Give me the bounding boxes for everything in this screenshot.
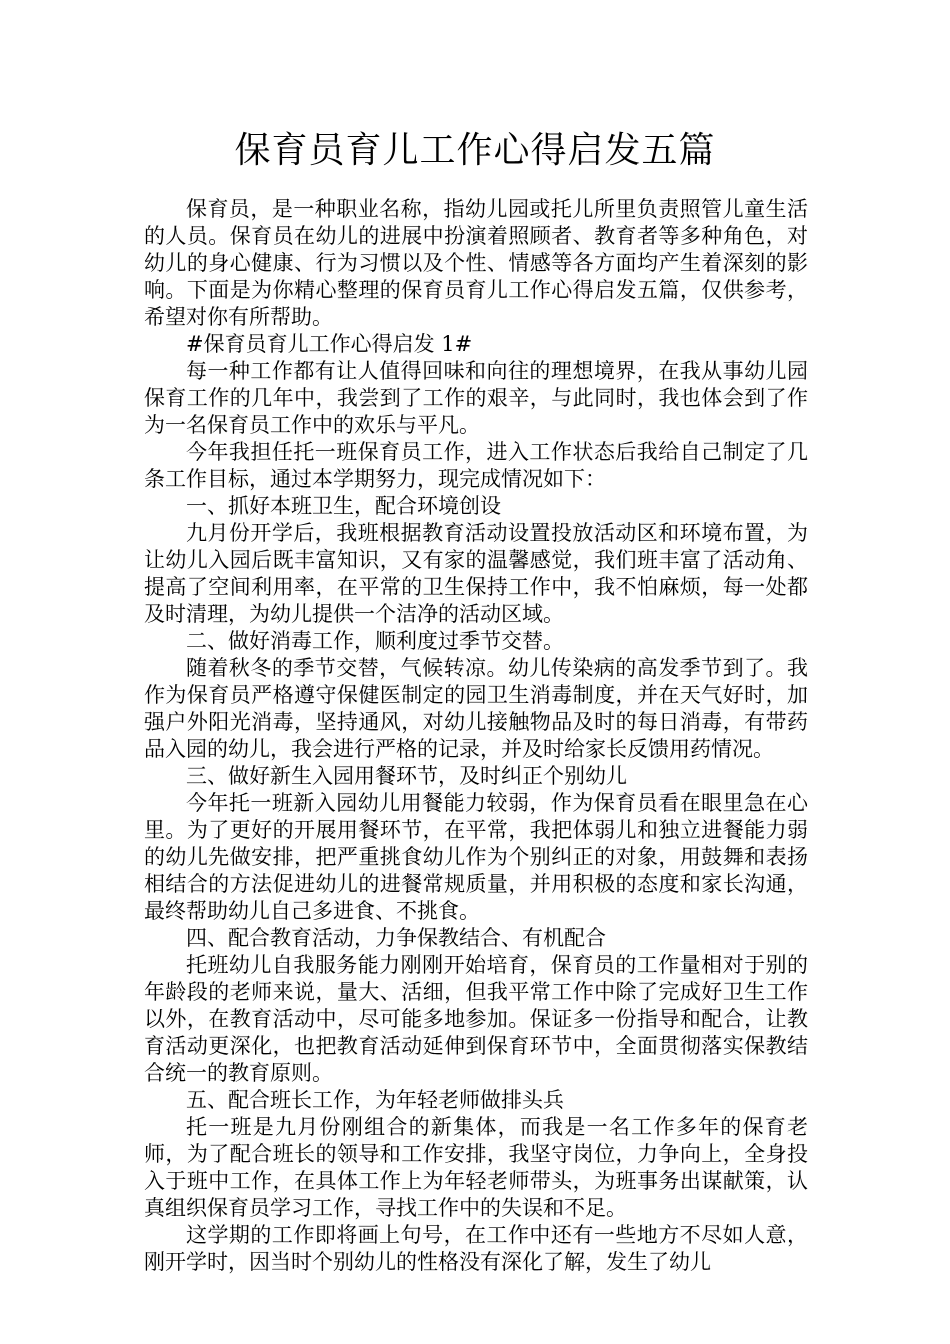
body-paragraph: 今年我担任托一班保育员工作，进入工作状态后我给自己制定了几条工作目标，通过本学期努力，现完成情况如下：	[144, 440, 808, 491]
body-paragraph: 九月份开学后，我班根据教育活动设置投放活动区和环境布置，为让幼儿入园后既丰富知识，又有家的温馨感觉，我们班丰富了活动角、提高了空间利用率，在平常的卫生保持工作中，我不怕麻烦，每一处都及时清理，为幼儿提供一个洁净的活动区域。	[144, 521, 808, 626]
body-paragraph: 托班幼儿自我服务能力刚刚开始培育，保育员的工作量相对于别的年龄段的老师来说，量大、活细，但我平常工作中除了完成好卫生工作以外，在教育活动中，尽可能多地参加。保证多一份指导和配合，让教育活动更深化，也把教育活动延伸到保育环节中，全面贯彻落实保教结合统一的教育原则。	[144, 953, 808, 1085]
subheading: 四、配合教育活动，力争保教结合、有机配合	[186, 926, 606, 950]
document-title: 保育员育儿工作心得启发五篇	[234, 130, 716, 171]
subheading: 五、配合班长工作，为年轻老师做排头兵	[186, 1088, 564, 1112]
section-heading: #保育员育儿工作心得启发 1#	[186, 332, 473, 356]
document-body	[144, 196, 808, 1276]
body-paragraph: 这学期的工作即将画上句号，在工作中还有一些地方不尽如人意，刚开学时，因当时个别幼儿的性格没有深化了解，发生了幼儿	[144, 1223, 808, 1274]
body-paragraph: 今年托一班新入园幼儿用餐能力较弱，作为保育员看在眼里急在心里。为了更好的开展用餐环节，在平常，我把体弱儿和独立进餐能力弱的幼儿先做安排，把严重挑食幼儿作为个别纠正的对象，用鼓舞和表扬相结合的方法促进幼儿的进餐常规质量，并用积极的态度和家长沟通，最终帮助幼儿自己多进食、不挑食。	[144, 791, 808, 923]
body-paragraph: 托一班是九月份刚组合的新集体，而我是一名工作多年的保育老师，为了配合班长的领导和工作安排，我坚守岗位，力争向上，全身投入于班中工作，在具体工作上为年轻老师带头，为班事务出谋献策，认真组织保育员学习工作，寻找工作中的失误和不足。	[144, 1115, 808, 1220]
body-paragraph: 每一种工作都有让人值得回味和向往的理想境界，在我从事幼儿园保育工作的几年中，我尝到了工作的艰辛，与此同时，我也体会到了作为一名保育员工作中的欢乐与平凡。	[144, 359, 808, 437]
subheading: 一、抓好本班卫生，配合环境创设	[186, 494, 501, 518]
body-paragraph: 随着秋冬的季节交替，气候转凉。幼儿传染病的高发季节到了。我作为保育员严格遵守保健医制定的园卫生消毒制度，并在天气好时，加强户外阳光消毒，坚持通风，对幼儿接触物品及时的每日消毒，有带药品入园的幼儿，我会进行严格的记录，并及时给家长反馈用药情况。	[144, 656, 808, 761]
intro-paragraph: 保育员，是一种职业名称，指幼儿园或托儿所里负责照管儿童生活的人员。保育员在幼儿的进展中扮演着照顾者、教育者等多种角色，对幼儿的身心健康、行为习惯以及个性、情感等各方面均产生着深刻的影响。下面是为你精心整理的保育员育儿工作心得启发五篇，仅供参考，希望对你有所帮助。	[144, 197, 808, 329]
subheading: 三、做好新生入园用餐环节，及时纠正个别幼儿	[186, 764, 627, 788]
subheading: 二、做好消毒工作，顺利度过季节交替。	[186, 629, 564, 653]
